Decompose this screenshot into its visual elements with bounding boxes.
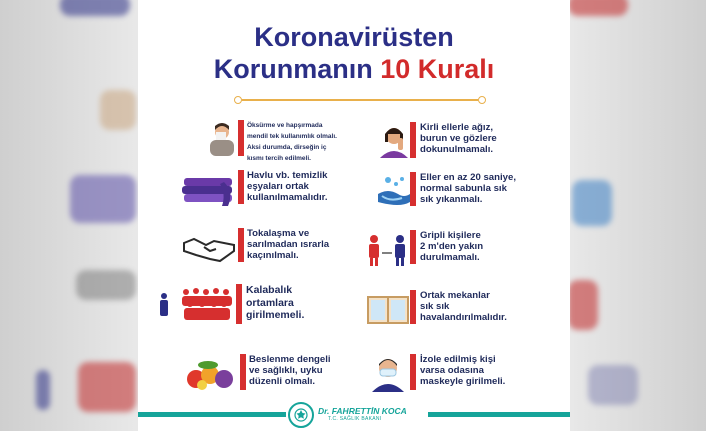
rule-9-text: Beslenme dengeli ve sağlıklı, uyku düzenli olmalı.	[249, 354, 331, 387]
rule-6-text: Gripli kişilere 2 m'den yakın durulmamalı.	[420, 230, 484, 263]
window-icon	[366, 290, 410, 330]
blurred-background-right	[568, 0, 706, 431]
rule-2-text: Kirli ellerle ağız, burun ve gözlere dokunulmamalı.	[420, 122, 497, 155]
handshake-icon	[182, 228, 236, 268]
poster-title-line1: Koronavirüsten	[254, 22, 454, 52]
fruits-icon	[182, 354, 238, 394]
footer-line-left	[138, 412, 286, 417]
crowd-icon	[158, 284, 234, 324]
footer-line-right	[428, 412, 570, 417]
distance-people-icon	[366, 230, 410, 270]
rule-3-text: Havlu vb. temizlik eşyaları ortak kullanılmamalıdır.	[247, 170, 328, 203]
rule-7-text: Kalabalık ortamlara girilmemeli.	[246, 284, 305, 321]
blurred-background-left	[0, 0, 138, 431]
title-divider	[234, 96, 486, 104]
footer-signature: Dr. FAHRETTİN KOCA	[318, 406, 407, 416]
rule-4-text: Eller en az 20 saniye, normal sabunla sık sık yıkanmalı.	[420, 172, 516, 205]
rule-10-text: İzole edilmiş kişi varsa odasına maskeyle girilmeli.	[420, 354, 506, 387]
rule-8-text: Ortak mekanlar sık sık havalandırılmalıdır.	[420, 290, 507, 323]
rule-5-text: Tokalaşma ve sarılmadan ısrarla kaçınılmalı.	[247, 228, 330, 261]
towels-icon	[180, 170, 238, 210]
title-highlight: 10 Kuralı	[380, 54, 495, 84]
infographic-poster	[138, 0, 570, 431]
masked-person-icon	[366, 354, 410, 394]
ministry-seal-icon	[288, 402, 314, 428]
rule-1-text: Öksürme ve hapşırmada mendil tek kullanımlık olmalı. Aksi durumda, dirseğin iç kısmı tercih edilmeli.	[247, 122, 337, 162]
title-prefix: Korunmanın	[213, 54, 381, 84]
poster-title-line2	[138, 54, 570, 84]
footer-subtitle: T.C. SAĞLIK BAKANI	[328, 416, 382, 422]
